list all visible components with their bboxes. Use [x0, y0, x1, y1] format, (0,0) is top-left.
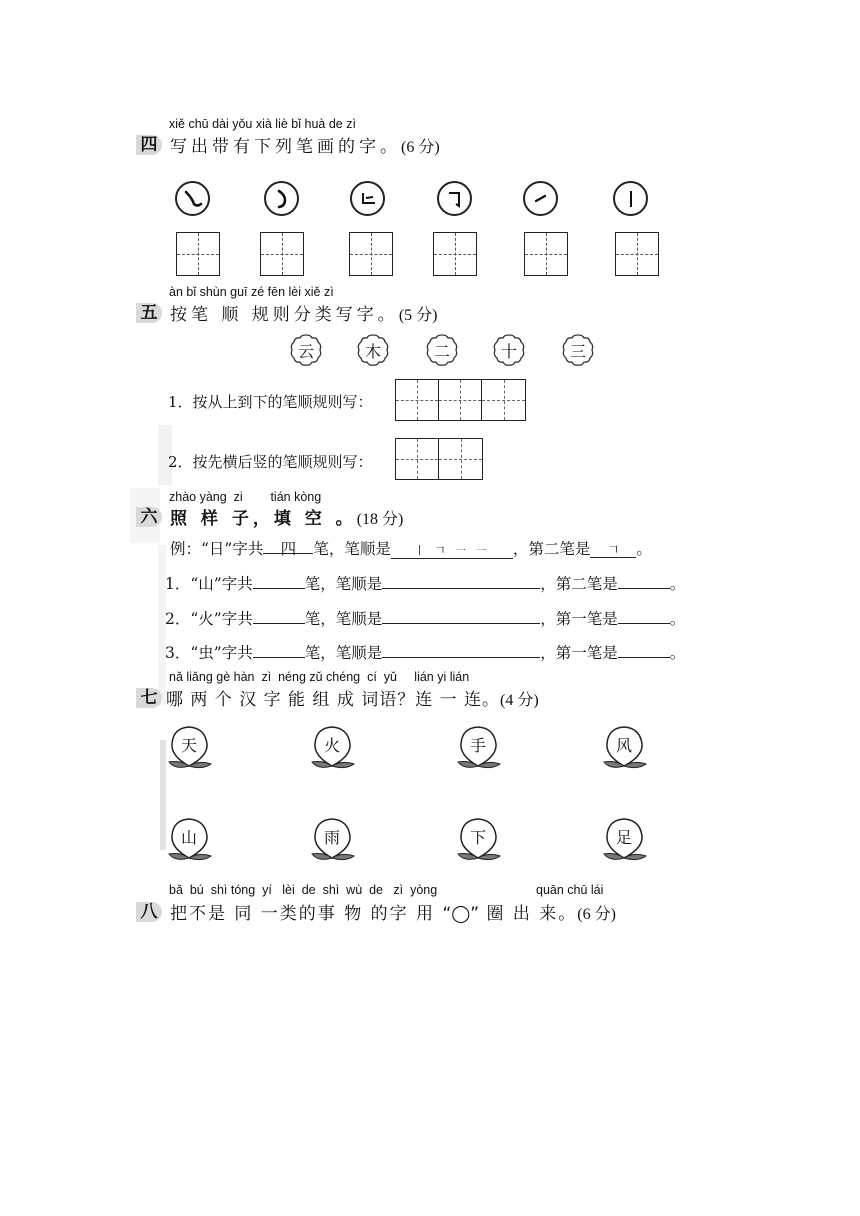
section8-pinyin-2: quān chū lái — [536, 883, 604, 897]
stroke-na-icon — [175, 181, 210, 216]
answer-blank[interactable] — [253, 607, 305, 624]
section7-number: 七 — [136, 688, 162, 708]
answer-blank[interactable] — [382, 641, 540, 658]
writing-box[interactable] — [176, 232, 220, 276]
example-second: 𠃍 — [590, 541, 636, 558]
question-end: 。 — [669, 575, 686, 593]
question-end: 。 — [669, 644, 686, 662]
example-order: 丨 𠃍 ㇐ ㇐ — [391, 542, 513, 559]
example-line — [170, 537, 652, 559]
section4-number: 四 — [136, 135, 162, 155]
peach-card[interactable] — [602, 724, 654, 774]
writing-box[interactable] — [524, 232, 568, 276]
example-mid: 笔，笔顺是 — [313, 540, 391, 558]
stroke-shuwan-icon — [350, 181, 385, 216]
answer-blank[interactable] — [618, 572, 670, 589]
writing-box[interactable] — [433, 232, 477, 276]
peach-char: 山 — [180, 828, 197, 847]
circle-mark: “◯” — [442, 904, 480, 924]
char-label: 二 — [433, 341, 450, 361]
question-end: 。 — [669, 610, 686, 628]
char-label: 十 — [500, 341, 517, 361]
section7-pinyin: nǎ liǎng gè hàn zì néng zǔ chéng cí yǔ lián yi lián — [169, 670, 470, 684]
section7-title-text: 哪 两 个 汉 字 能 组 成 词语？连 一 连。 — [166, 690, 501, 710]
writing-box[interactable] — [349, 232, 393, 276]
section6-pinyin: zhào yàng zi tián kòng — [169, 490, 322, 504]
section4-points: (6 分) — [401, 139, 440, 156]
question-suffix: ，第一笔是 — [540, 644, 618, 662]
example-suffix: ，第二笔是 — [512, 540, 591, 558]
peach-char: 下 — [469, 828, 486, 847]
section4-pinyin: xiě chū dài yǒu xià liè bǐ huà de zì — [169, 117, 356, 131]
char-label: 木 — [364, 341, 381, 361]
example-prefix: 例：“日”字共 — [170, 540, 264, 558]
answer-blank[interactable] — [618, 607, 670, 624]
char-label: 三 — [569, 341, 586, 361]
char-flower — [289, 333, 323, 367]
answer-blank[interactable] — [618, 641, 670, 658]
question-prefix: 1．“山”字共 — [165, 575, 253, 593]
section8-number: 八 — [136, 902, 162, 922]
example-end: 。 — [636, 540, 652, 558]
question-prefix: 3．“虫”字共 — [165, 644, 253, 662]
peach-char: 风 — [615, 736, 632, 755]
section8-title — [170, 899, 616, 924]
answer-blank[interactable] — [253, 572, 305, 589]
peach-card[interactable] — [167, 724, 219, 774]
section5-q2: 2．按先横后竖的笔顺规则写： — [168, 453, 373, 471]
section6-title-text: 照 样 子，填 空 。 — [170, 509, 357, 529]
section5-number: 五 — [136, 303, 162, 323]
section5-pinyin: àn bǐ shùn guī zé fēn lèi xiě zì — [169, 285, 334, 299]
section8-title-text-2: 圈 出 来。 — [486, 904, 578, 924]
writing-box[interactable] — [615, 232, 659, 276]
question-mid: 笔，笔顺是 — [304, 610, 383, 628]
peach-char: 足 — [615, 828, 632, 847]
section8-pinyin: bǎ bú shì tóng yí lèi de shì wù de zì yòng — [169, 883, 438, 897]
char-flower — [492, 333, 526, 367]
answer-blank[interactable] — [382, 607, 540, 624]
peach-card[interactable] — [310, 724, 362, 774]
section5-q2-grid[interactable] — [395, 438, 483, 480]
section5-title-text: 按笔 顺 规则分类写字。 — [170, 305, 399, 325]
section5-points: (5 分) — [398, 307, 438, 324]
peach-card[interactable] — [167, 816, 219, 866]
peach-card[interactable] — [602, 816, 654, 866]
example-count: 四 — [263, 537, 313, 554]
section6-number: 六 — [136, 507, 162, 527]
peach-card[interactable] — [310, 816, 362, 866]
section6-points: (18 分) — [356, 511, 404, 528]
section5-title — [170, 300, 437, 325]
answer-blank[interactable] — [253, 641, 305, 658]
char-flower — [561, 333, 595, 367]
peach-char: 手 — [469, 736, 486, 755]
question-mid: 笔，笔顺是 — [304, 575, 383, 593]
peach-card[interactable] — [456, 816, 508, 866]
section8-points: (6 分) — [577, 906, 616, 923]
question-line — [165, 641, 685, 663]
question-line — [165, 607, 685, 629]
section4-title — [170, 132, 440, 157]
section8-title-text: 把不是 同 一类的事 物 的字 用 — [170, 904, 436, 924]
section6-title — [170, 504, 403, 529]
peach-card[interactable] — [456, 724, 508, 774]
stroke-shu-icon — [613, 181, 648, 216]
char-label: 云 — [297, 341, 314, 361]
question-suffix: ，第二笔是 — [540, 575, 618, 593]
section7-title — [166, 685, 539, 710]
section4-title-text: 写出带有下列笔画的字。 — [170, 137, 401, 157]
answer-blank[interactable] — [382, 572, 540, 589]
stroke-hengzhegou-icon — [437, 181, 472, 216]
question-suffix: ，第一笔是 — [540, 610, 618, 628]
question-mid: 笔，笔顺是 — [304, 644, 383, 662]
peach-char: 雨 — [323, 828, 340, 847]
section7-points: (4 分) — [500, 692, 539, 709]
question-line — [165, 572, 685, 594]
writing-box[interactable] — [260, 232, 304, 276]
char-flower — [425, 333, 459, 367]
peach-char: 天 — [180, 736, 197, 755]
peach-char: 火 — [323, 736, 340, 755]
section5-q1-grid[interactable] — [395, 379, 526, 421]
question-prefix: 2．“火”字共 — [165, 610, 253, 628]
section5-q1: 1．按从上到下的笔顺规则写： — [168, 393, 373, 411]
scan-shadow — [160, 740, 166, 850]
stroke-hengzhewangou-icon — [264, 181, 299, 216]
char-flower — [356, 333, 390, 367]
stroke-piedian-icon — [523, 181, 558, 216]
